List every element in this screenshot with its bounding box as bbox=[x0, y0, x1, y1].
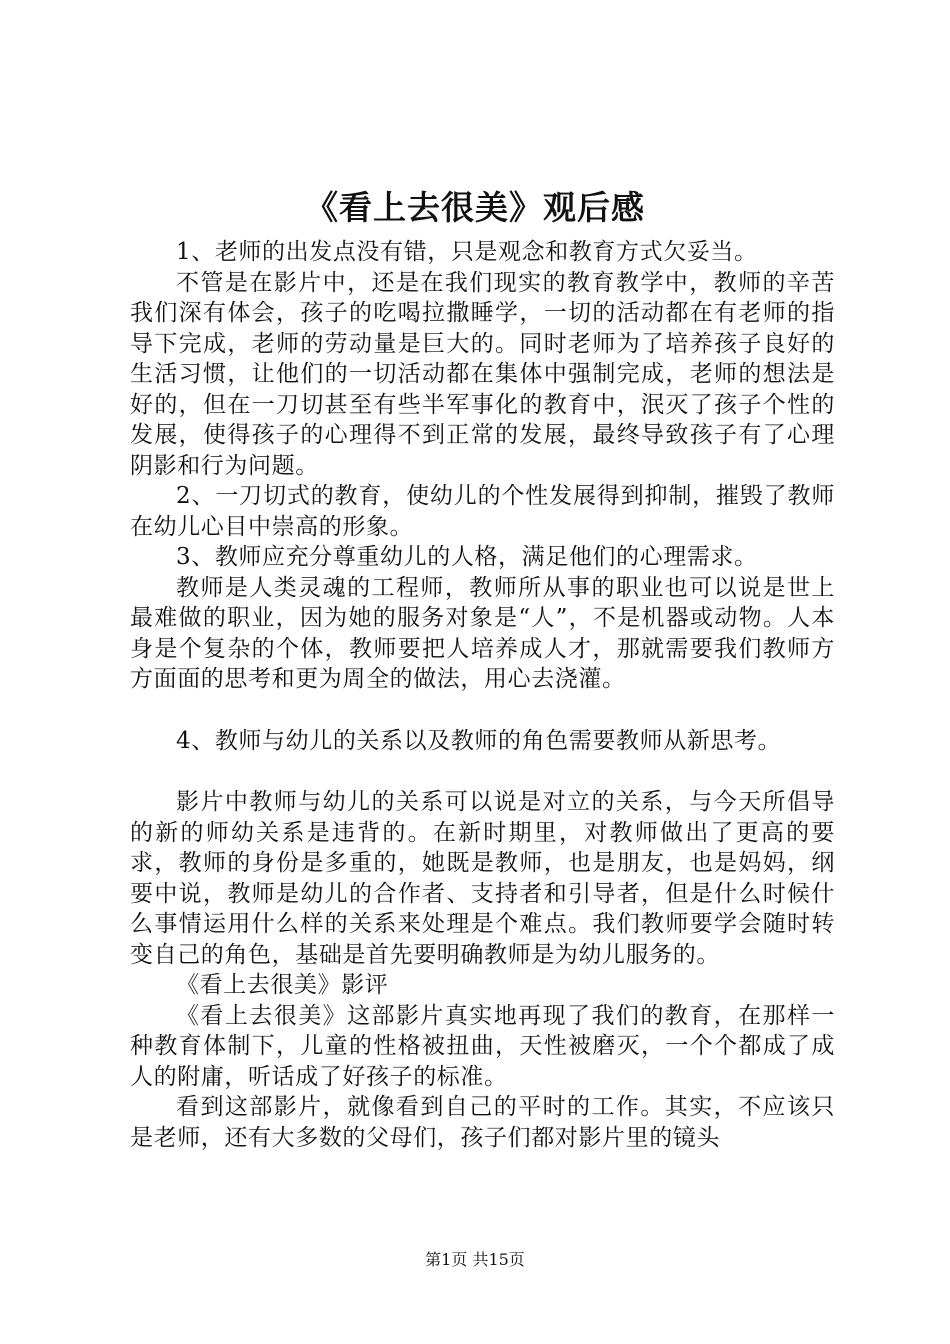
paragraph-10: 看到这部影片，就像看到自己的平时的工作。其实，不应该只是老师，还有大多数的父母们，孩子们都对影片里的镜头 bbox=[130, 1094, 835, 1151]
paragraph-gap bbox=[130, 756, 835, 787]
review-heading: 《看上去很美》影评 bbox=[176, 972, 389, 998]
page-number-footer: 第1页 共15页 bbox=[425, 1250, 525, 1269]
paragraph-gap bbox=[130, 695, 835, 726]
paragraph-5: 教师是人类灵魂的工程师，教师所从事的职业也可以说是世上最难做的职业，因为她的服务对象是“人”，不是机器或动物。人本身是个复杂的个体，教师要把人培养成人才，那就需要我们教师方方面面的思考和更为周全的做法，用心去浇灌。 bbox=[130, 574, 835, 692]
paragraph-6: 4、教师与幼儿的关系以及教师的角色需要教师从新思考。 bbox=[176, 727, 782, 754]
paragraph-1: 1、老师的出发点没有错，只是观念和教育方式欠妥当。 bbox=[176, 239, 758, 265]
paragraph-9: 《看上去很美》这部影片真实地再现了我们的教育，在那样一种教育体制下，儿童的性格被扭曲，天性被磨灭，一个个都成了成人的附庸，听话成了好孩子的标准。 bbox=[130, 1002, 835, 1090]
paragraph-7: 影片中教师与幼儿的关系可以说是对立的关系，与今天所倡导的新的师幼关系是违背的。在新时期里，对教师做出了更高的要求，教师的身份是多重的，她既是教师，也是朋友，也是妈妈，纲要中说，教师是幼儿的合作者、支持者和引导者，但是什么时候什么事情运用什么样的关系来处理是个难点。我们教师要学会随时转变自己的角色，基础是首先要明确教师是为幼儿服务的。 bbox=[130, 789, 835, 968]
paragraph-4: 3、教师应充分尊重幼儿的人格，满足他们的心理需求。 bbox=[176, 544, 758, 570]
paragraph-2: 不管是在影片中，还是在我们现实的教育教学中，教师的辛苦我们深有体会，孩子的吃喝拉撒睡学，一切的活动都在有老师的指导下完成，老师的劳动量是巨大的。同时老师为了培养孩子良好的生活习惯，让他们的一切活动都在集体中强制完成，老师的想法是好的，但在一刀切甚至有些半军事化的教育中，泯灭了孩子个性的发展，使得孩子的心理得不到正常的发展，最终导致孩子有了心理阴影和行为问题。 bbox=[130, 269, 835, 479]
paragraph-3: 2、一刀切式的教育，使幼儿的个性发展得到抑制，摧毁了教师在幼儿心目中崇高的形象。 bbox=[130, 483, 835, 540]
document-title: 《看上去很美》观后感 bbox=[305, 188, 645, 227]
document-body bbox=[130, 237, 835, 1153]
